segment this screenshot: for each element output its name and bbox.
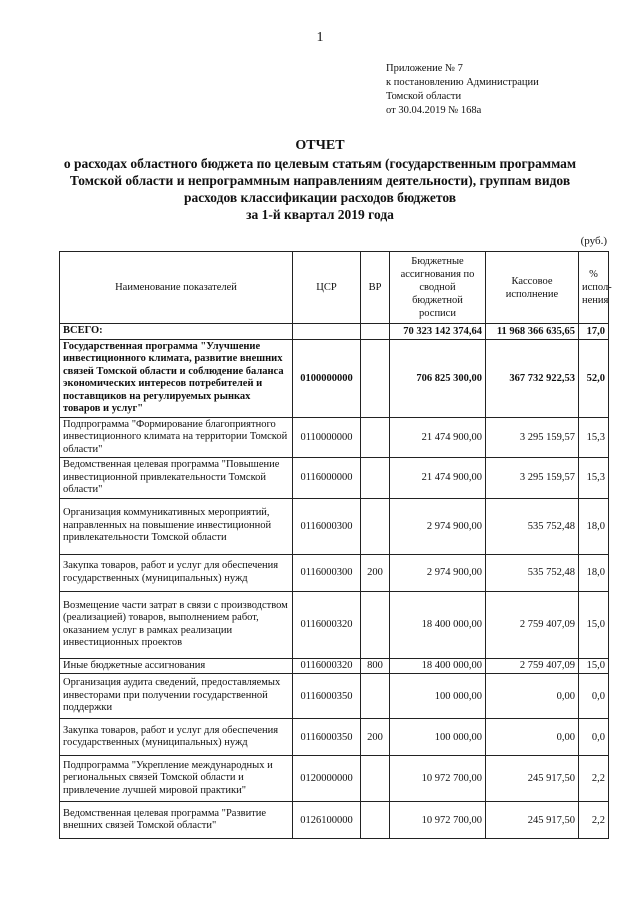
cell-csr: 0126100000 [293, 802, 361, 839]
cell-budget: 10 972 700,00 [390, 802, 486, 839]
table-row [60, 324, 609, 340]
cell-vr: 800 [361, 658, 390, 674]
cell-name: ВСЕГО: [60, 324, 293, 340]
table-row [60, 458, 609, 499]
cell-csr: 0116000350 [293, 674, 361, 719]
cell-csr: 0110000000 [293, 417, 361, 458]
cell-pct: 2,2 [579, 756, 609, 802]
title-line: расходов классификации расходов бюджетов [183, 190, 457, 205]
cell-cash: 3 295 159,57 [486, 417, 579, 458]
cell-name: Организация коммуникативных мероприятий, направленных на повышение инвестиционной привлекательности Томской области [60, 498, 293, 554]
table-row [60, 719, 609, 756]
table-row [60, 591, 609, 658]
cell-budget: 706 825 300,00 [390, 339, 486, 417]
cell-pct: 0,0 [579, 674, 609, 719]
table-body [60, 324, 609, 839]
table-row [60, 674, 609, 719]
cell-vr: 200 [361, 554, 390, 591]
title-line: за 1-й квартал 2019 года [246, 207, 394, 222]
header-cash: Кассовое исполнение [486, 252, 579, 324]
appendix-line: Приложение № 7 [386, 63, 463, 74]
cell-cash: 2 759 407,09 [486, 658, 579, 674]
cell-budget: 100 000,00 [390, 719, 486, 756]
cell-cash: 3 295 159,57 [486, 458, 579, 499]
cell-cash: 2 759 407,09 [486, 591, 579, 658]
cell-pct: 18,0 [579, 554, 609, 591]
report-title [40, 137, 600, 223]
cell-budget: 10 972 700,00 [390, 756, 486, 802]
cell-name: Закупка товаров, работ и услуг для обеспечения государственных (муниципальных) нужд [60, 554, 293, 591]
cell-cash: 367 732 922,53 [486, 339, 579, 417]
cell-vr [361, 802, 390, 839]
appendix-line: Томской области [386, 91, 462, 102]
cell-budget: 70 323 142 374,64 [390, 324, 486, 340]
appendix-note [386, 62, 539, 118]
cell-cash: 245 917,50 [486, 802, 579, 839]
appendix-line: к постановлению Администрации [386, 77, 539, 88]
table-row [60, 658, 609, 674]
header-pct: % испол-нения [579, 252, 609, 324]
cell-name: Закупка товаров, работ и услуг для обеспечения государственных (муниципальных) нужд [60, 719, 293, 756]
table-row [60, 417, 609, 458]
cell-name: Организация аудита сведений, предоставляемых инвесторами при получении государственной поддержки [60, 674, 293, 719]
title-line: о расходах областного бюджета по целевым статьям (государственным программам [63, 156, 577, 171]
cell-budget: 21 474 900,00 [390, 417, 486, 458]
title-line: Томской области и непрограммным направлениям деятельности), группам видов [69, 173, 571, 188]
cell-budget: 2 974 900,00 [390, 498, 486, 554]
cell-cash: 535 752,48 [486, 498, 579, 554]
table-row [60, 554, 609, 591]
cell-vr [361, 591, 390, 658]
header-vr: ВР [361, 252, 390, 324]
table-row [60, 756, 609, 802]
header-name: Наименование показателей [60, 252, 293, 324]
page-number: 1 [316, 30, 324, 45]
cell-vr [361, 339, 390, 417]
cell-vr [361, 324, 390, 340]
cell-vr: 200 [361, 719, 390, 756]
cell-name: Подпрограмма "Укрепление международных и региональных связей Томской области и привлечение лучшей мировой практики" [60, 756, 293, 802]
cell-cash: 0,00 [486, 719, 579, 756]
cell-pct: 17,0 [579, 324, 609, 340]
cell-budget: 2 974 900,00 [390, 554, 486, 591]
table-row [60, 339, 609, 417]
cell-pct: 15,3 [579, 417, 609, 458]
cell-cash: 11 968 366 635,65 [486, 324, 579, 340]
cell-name: Подпрограмма "Формирование благоприятного инвестиционного климата на территории Томской области" [60, 417, 293, 458]
cell-pct: 15,0 [579, 591, 609, 658]
cell-cash: 535 752,48 [486, 554, 579, 591]
table-row [60, 802, 609, 839]
cell-vr [361, 756, 390, 802]
cell-pct: 15,3 [579, 458, 609, 499]
appendix-line: от 30.04.2019 № 168а [386, 105, 482, 116]
header-csr: ЦСР [293, 252, 361, 324]
cell-budget: 100 000,00 [390, 674, 486, 719]
cell-budget: 21 474 900,00 [390, 458, 486, 499]
cell-pct: 52,0 [579, 339, 609, 417]
cell-csr: 0116000350 [293, 719, 361, 756]
cell-vr [361, 674, 390, 719]
table-header-row [60, 252, 609, 324]
cell-csr: 0116000320 [293, 591, 361, 658]
cell-pct: 15,0 [579, 658, 609, 674]
cell-budget: 18 400 000,00 [390, 658, 486, 674]
title-line: ОТЧЕТ [295, 138, 345, 153]
header-budget: Бюджетные ассигнования по сводной бюджетной росписи [390, 252, 486, 324]
cell-csr: 0116000320 [293, 658, 361, 674]
cell-name: Государственная программа "Улучшение инвестиционного климата, развитие внешних связей Томской области и соблюдение баланса экономических интересов потребителей и поставщиков на регулируемых рынках товаров и услуг" [60, 339, 293, 417]
cell-vr [361, 498, 390, 554]
cell-name: Ведомственная целевая программа "Развитие внешних связей Томской области" [60, 802, 293, 839]
cell-csr: 0116000000 [293, 458, 361, 499]
cell-csr: 0116000300 [293, 554, 361, 591]
cell-csr [293, 324, 361, 340]
expenditure-table [59, 251, 612, 839]
cell-pct: 2,2 [579, 802, 609, 839]
currency-unit: (руб.) [580, 235, 607, 247]
cell-csr: 0116000300 [293, 498, 361, 554]
cell-pct: 0,0 [579, 719, 609, 756]
cell-vr [361, 458, 390, 499]
cell-csr: 0100000000 [293, 339, 361, 417]
cell-name: Иные бюджетные ассигнования [60, 658, 293, 674]
cell-csr: 0120000000 [293, 756, 361, 802]
table-row [60, 498, 609, 554]
cell-name: Ведомственная целевая программа "Повышение инвестиционной привлекательности Томской области" [60, 458, 293, 499]
cell-cash: 0,00 [486, 674, 579, 719]
cell-vr [361, 417, 390, 458]
cell-budget: 18 400 000,00 [390, 591, 486, 658]
cell-name: Возмещение части затрат в связи с производством (реализацией) товаров, выполнением работ, оказанием услуг в рамках реализации инвестиционных проектов [60, 591, 293, 658]
cell-cash: 245 917,50 [486, 756, 579, 802]
cell-pct: 18,0 [579, 498, 609, 554]
